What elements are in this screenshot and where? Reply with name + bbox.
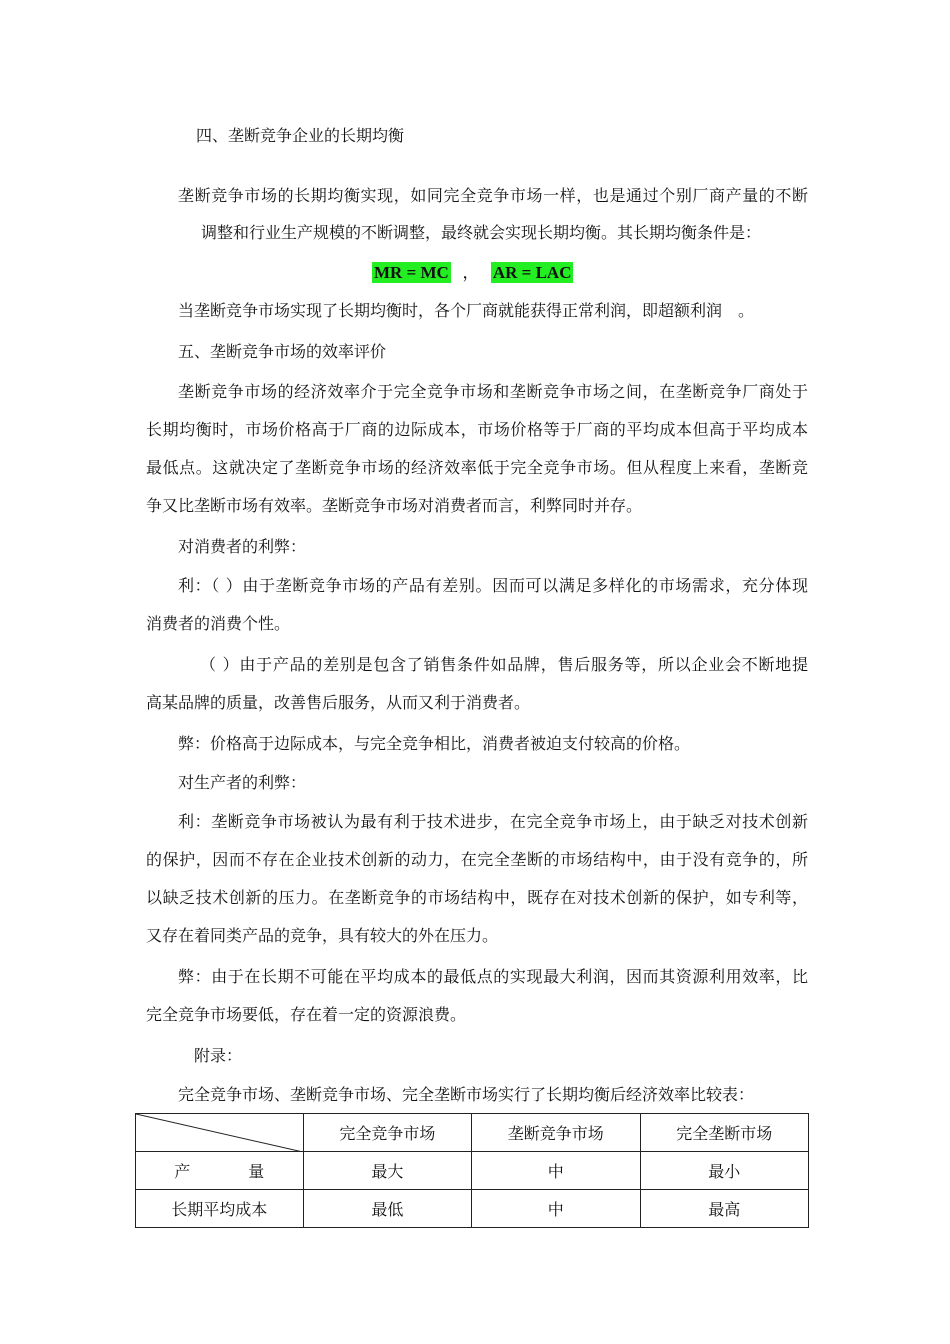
- table-header-row: [136, 1114, 809, 1152]
- section5-para-line2: 长期均衡时，市场价格高于厂商的边际成本，市场价格等于厂商的平均成本但高于平均成本: [146, 420, 808, 439]
- consumer-benefit2-line2: 高某品牌的质量，改善售后服务，从而又利于消费者。: [146, 693, 531, 712]
- table-cell: 最大: [303, 1152, 471, 1190]
- table-caption: 完全竞争市场、垄断竞争市场、完全垄断市场实行了长期均衡后经济效率比较表：: [178, 1085, 755, 1104]
- table-header-cell: 垄断竞争市场: [472, 1114, 640, 1152]
- formula-mr-mc: MR = MC: [374, 263, 449, 282]
- producer-drawback-line2: 完全竞争市场要低，存在着一定的资源浪费。: [146, 1005, 467, 1024]
- table-row-label-part: 产: [174, 1162, 191, 1181]
- consumer-benefit1-line2: 消费者的消费个性。: [146, 614, 291, 633]
- consumer-drawback: 弊：价格高于边际成本，与完全竞争相比，消费者被迫支付较高的价格。: [178, 734, 691, 753]
- table-row-label: 长期平均成本: [136, 1190, 304, 1228]
- table-row: [136, 1152, 809, 1190]
- section4-para1-line1: 垄断竞争市场的长期均衡实现，如同完全竞争市场一样，也是通过个别厂商产量的不断: [178, 186, 808, 205]
- table-cell: 最小: [640, 1152, 808, 1190]
- efficiency-comparison-table: [135, 1113, 809, 1228]
- table-row-label-part: 量: [248, 1162, 265, 1181]
- table-cell: 最低: [303, 1190, 471, 1228]
- formula-separator: ，: [462, 263, 480, 282]
- section4-heading: 四、垄断竞争企业的长期均衡: [196, 126, 405, 145]
- table-row: [136, 1190, 809, 1228]
- section5-para-line3: 最低点。这就决定了垄断竞争市场的经济效率低于完全竞争市场。但从程度上来看，垄断竞: [146, 458, 808, 477]
- table-header-cell: 完全竞争市场: [303, 1114, 471, 1152]
- consumer-benefit2-line1: （ ）由于产品的差别是包含了销售条件如品牌，售后服务等，所以企业会不断地提: [200, 655, 808, 674]
- equilibrium-formula: [372, 258, 573, 283]
- section4-para2: 当垄断竞争市场实现了长期均衡时，各个厂商就能获得正常利润，即超额利润 。: [178, 301, 755, 320]
- section4-para1-line2: 调整和行业生产规模的不断调整，最终就会实现长期均衡。其长期均衡条件是：: [201, 223, 762, 242]
- section5-para-line1: 垄断竞争市场的经济效率介于完全竞争市场和垄断竞争市场之间，在垄断竞争厂商处于: [178, 382, 808, 401]
- section5-para-line4: 争又比垄断市场有效率。垄断竞争市场对消费者而言，利弊同时并存。: [146, 496, 643, 515]
- producer-benefit-line4: 又存在着同类产品的竞争，具有较大的外在压力。: [146, 926, 499, 945]
- producer-heading: 对生产者的利弊：: [178, 773, 307, 792]
- table-row-label: [136, 1152, 304, 1190]
- table-cell: 中: [472, 1190, 640, 1228]
- formula-ar-lac: AR = LAC: [492, 263, 572, 282]
- appendix-heading: 附录：: [194, 1046, 243, 1065]
- diagonal-line: [136, 1114, 303, 1152]
- producer-drawback-line1: 弊：由于在长期不可能在平均成本的最低点的实现最大利润，因而其资源利用效率，比: [178, 967, 808, 986]
- consumer-heading: 对消费者的利弊：: [178, 537, 307, 556]
- table-cell: 中: [472, 1152, 640, 1190]
- producer-benefit-line2: 的保护，因而不存在企业技术创新的动力，在完全垄断的市场结构中，由于没有竞争的，所: [146, 850, 808, 869]
- table-cell: 最高: [640, 1190, 808, 1228]
- producer-benefit-line1: 利：垄断竞争市场被认为最有利于技术进步，在完全竞争市场上，由于缺乏对技术创新: [178, 812, 808, 831]
- table-diagonal-header-cell: [136, 1114, 304, 1152]
- section5-heading: 五、垄断竞争市场的效率评价: [178, 342, 387, 361]
- consumer-benefit1-line1: 利：（ ）由于垄断竞争市场的产品有差别。因而可以满足多样化的市场需求，充分体现: [178, 576, 808, 595]
- table-header-cell: 完全垄断市场: [640, 1114, 808, 1152]
- producer-benefit-line3: 以缺乏技术创新的压力。在垄断竞争的市场结构中，既存在对技术创新的保护，如专利等，: [146, 888, 808, 907]
